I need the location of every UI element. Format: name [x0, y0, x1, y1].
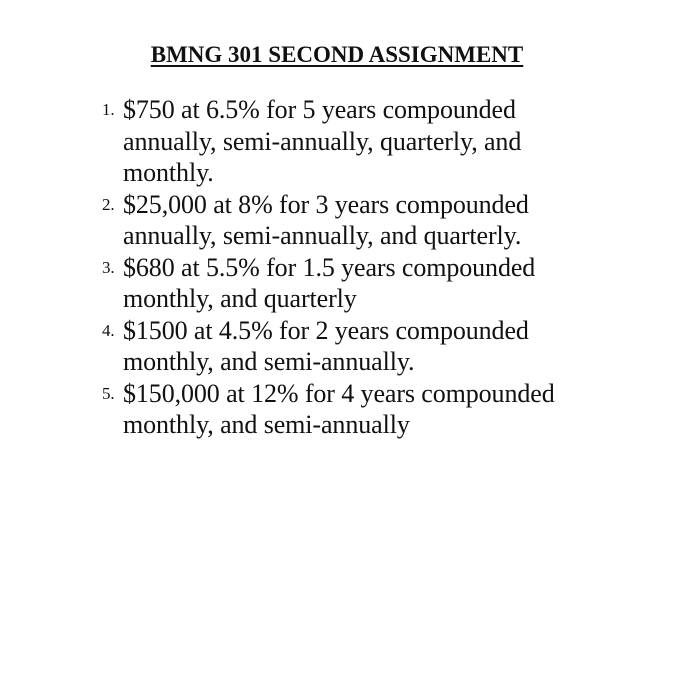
list-item	[96, 378, 616, 441]
item-number: 1.	[102, 100, 115, 119]
list-item	[96, 94, 616, 189]
page-title: BMNG 301 SECOND ASSIGNMENT	[150, 42, 524, 67]
item-line: annually, semi-annually, and quarterly.	[123, 221, 522, 250]
list-item	[96, 189, 616, 252]
list-item	[96, 315, 616, 378]
item-line: $150,000 at 12% for 4 years compounded	[123, 378, 555, 408]
item-number: 3.	[102, 257, 115, 277]
item-line: $750 at 6.5% for 5 years compounded	[123, 95, 516, 124]
assignment-list	[96, 94, 616, 441]
item-line: annually, semi-annually, quarterly, and	[123, 126, 522, 156]
item-number: 2.	[102, 194, 115, 214]
item-line: monthly, and semi-annually	[123, 410, 410, 439]
item-line: monthly, and semi-annually.	[123, 347, 415, 376]
item-line: $25,000 at 8% for 3 years compounded	[123, 189, 529, 219]
item-line: $1500 at 4.5% for 2 years compounded	[123, 315, 529, 345]
item-number: 4.	[102, 320, 115, 340]
item-line: monthly.	[123, 158, 214, 187]
item-line: monthly, and quarterly	[123, 284, 357, 313]
item-line: $680 at 5.5% for 1.5 years compounded	[123, 252, 536, 282]
list-item	[96, 252, 616, 315]
item-number: 5.	[102, 383, 115, 403]
